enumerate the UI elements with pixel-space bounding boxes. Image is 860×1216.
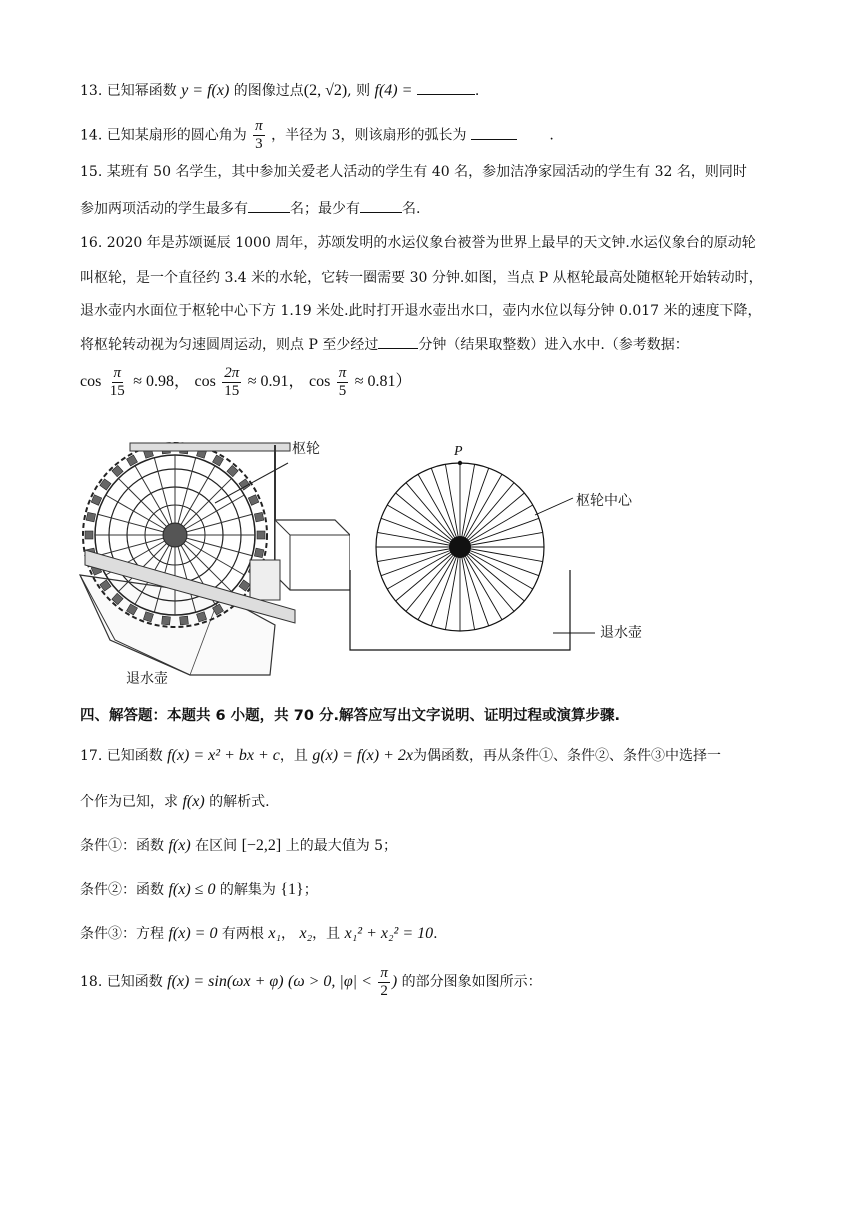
q13-point: (2, √2) [303, 82, 348, 99]
reference-data: cos $\frac{\pi}{15}$ ≈ 0.98， cos $\frac{2\pi}{15}$ ≈ 0.91， cos $\frac{\pi}{5}$ ≈ 0.81） [80, 364, 412, 399]
section-heading: 四、解答题：本题共 6 小题，共 70 分.解答应写出文字说明、证明过程或演算步骤. [80, 708, 620, 724]
question-13: 13. 已知幂函数 y = f(x) 的图像过点(2, √2), 则 f(4) = . [80, 82, 480, 99]
label-tuishuihu-right: 退水壶 [600, 625, 642, 641]
machine-bucket [162, 616, 171, 625]
water-clock-machine-illustration [70, 425, 350, 695]
machine-bucket [254, 512, 263, 521]
machine-bucket [91, 495, 102, 506]
answer-blank[interactable] [378, 334, 418, 349]
question-16-line-2: 叫枢轮，是一个直径约 3.4 米的水轮，它转一圈需要 30 分钟.如图，当点 P 从枢轮最高处随枢轮开始转动时， [80, 270, 763, 286]
machine-bucket [85, 531, 93, 539]
question-18: 18. 已知函数 f(x) = sin(ωx + φ) (ω > 0, |φ| < $\frac{\pi}{2}$ ) 的部分图象如图所示： [80, 964, 542, 999]
q13-function: y = f(x) [181, 82, 230, 99]
label-shulun: 枢轮 [292, 441, 320, 457]
machine-bucket [180, 616, 189, 625]
answer-blank[interactable] [360, 198, 402, 213]
label-P: P [454, 444, 463, 459]
fraction: $\frac{\pi}{3}$ [255, 118, 263, 152]
condition-2: 条件②：函数 f(x) ≤ 0 的解集为 {1}； [80, 881, 318, 898]
answer-blank[interactable] [248, 198, 290, 213]
machine-spoke [118, 478, 166, 526]
label-center: 枢轮中心 [576, 493, 632, 509]
question-16-line-3: 退水壶内水面位于枢轮中心下方 1.19 米处.此时打开退水壶出水口，壶内水位以每分钟 0.017 米的速度下降， [80, 303, 762, 319]
question-16-line-4: 将枢轮转动视为匀速圆周运动，则点 P 至少经过 分钟（结果取整数）进入水中.（参考数据： [80, 334, 689, 355]
label-tuishuihu-left: 退水壶 [126, 671, 168, 687]
point-P [458, 461, 462, 465]
machine-bucket [257, 531, 265, 539]
machine-bucket [86, 512, 95, 521]
question-14: 14. 已知某扇形的圆心角为 $\frac{\pi}{3}$ ，半径为 3，则该扇形的弧长为 . [80, 118, 554, 152]
machine-bucket [254, 548, 263, 557]
machine-bucket [248, 495, 259, 506]
condition-1: 条件①：函数 f(x) 在区间 [−2,2] 上的最大值为 5； [80, 837, 398, 854]
answer-blank[interactable] [471, 125, 517, 140]
question-15-line-1: 15. 某班有 50 名学生，其中参加关爱老人活动的学生有 40 名，参加洁净家园活动的学生有 32 名，则同时 [80, 164, 747, 180]
machine-bucket [127, 455, 138, 466]
answer-blank[interactable] [417, 80, 475, 95]
machine-spoke [183, 478, 231, 526]
wheel-schematic [345, 440, 675, 695]
question-17-line-1: 17. 已知函数 f(x) = x² + bx + c，且 g(x) = f(x) + 2x为偶函数，再从条件①、条件②、条件③中选择一 [80, 747, 721, 764]
condition-3: 条件③：方程 f(x) = 0 有两根 x₁， x₂，且 x₁² + x₂² = 10. [80, 925, 438, 942]
wheel-center-hub [449, 536, 471, 558]
question-17-line-2: 个作为已知，求 f(x) 的解析式. [80, 793, 270, 810]
question-15-line-2: 参加两项活动的学生最多有 名；最少有 名. [80, 198, 420, 219]
q13-ask: f(4) = [374, 82, 413, 99]
question-16-line-1: 16. 2020 年是苏颂诞辰 1000 周年，苏颂发明的水运仪象台被誉为世界上最早的天文钟.水运仪象台的原动轮 [80, 235, 756, 251]
